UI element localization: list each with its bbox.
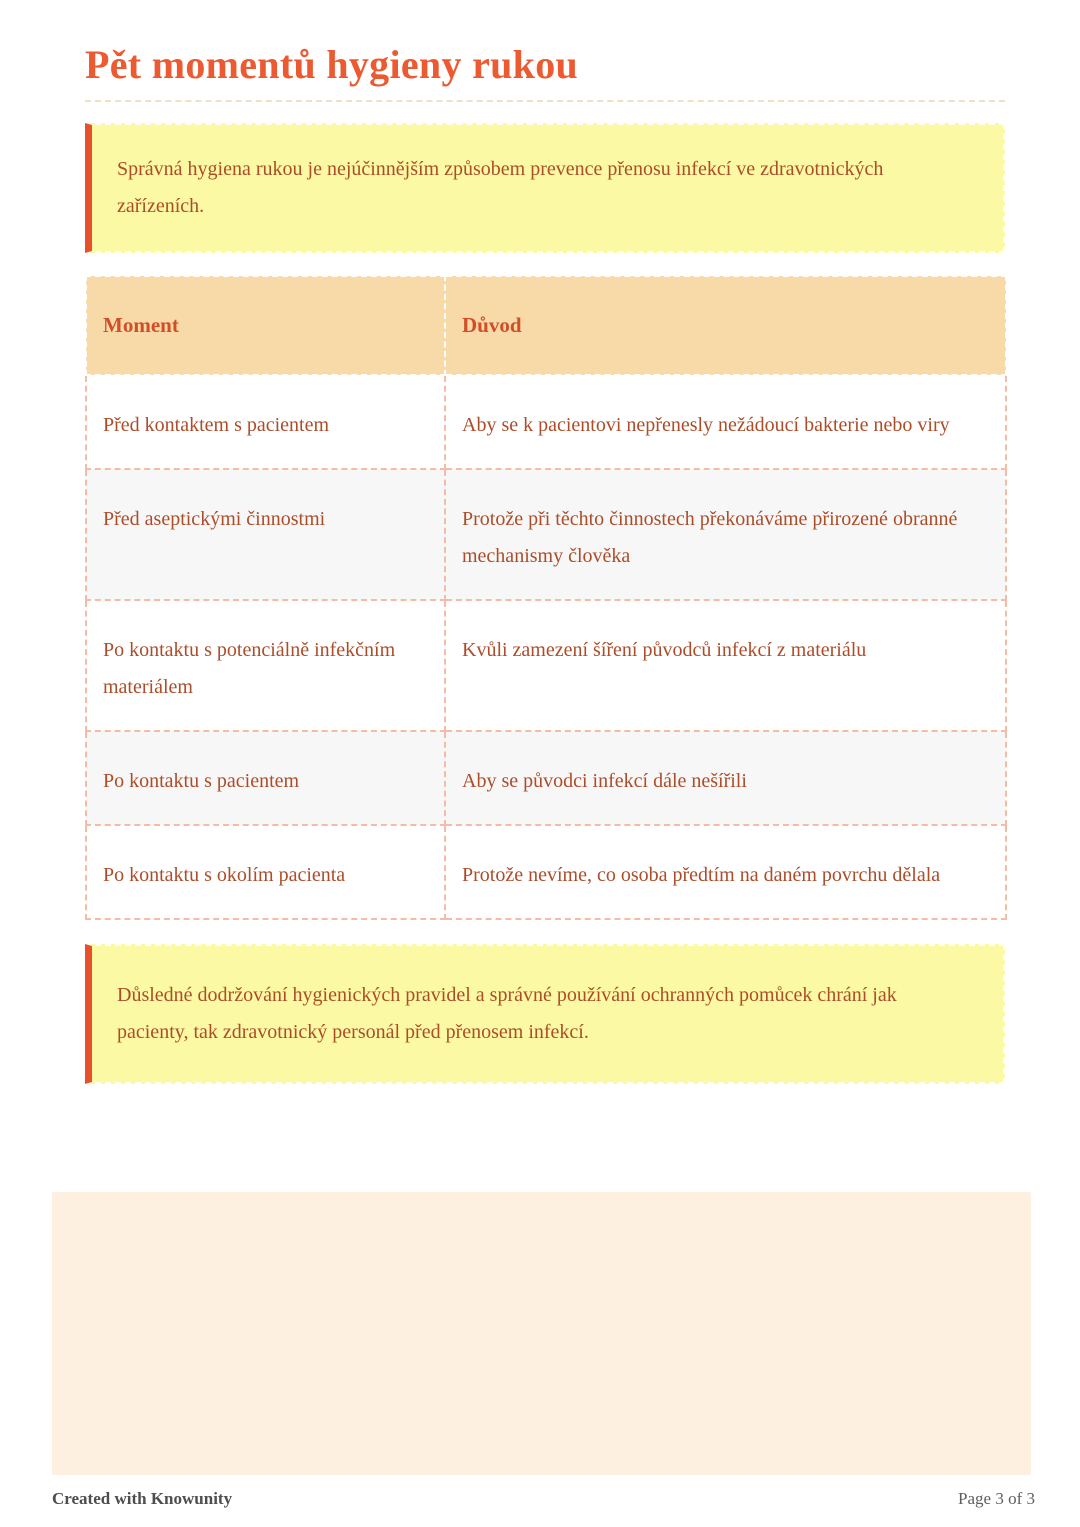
table-row: [86, 469, 1006, 600]
table-row: [86, 731, 1006, 825]
column-header-moment: Moment: [86, 276, 445, 375]
table-row: [86, 600, 1006, 731]
info-callout-bottom-text: Důsledné dodržování hygienických pravidel a správné používání ochranných pomůcek chrání jak pacienty, tak zdravotnický personál před přenosem infekcí.: [117, 984, 897, 1043]
table-header-row: [86, 276, 1006, 375]
moment-cell: Po kontaktu s potenciálně infekčním materiálem: [86, 600, 445, 731]
moment-cell: Před kontaktem s pacientem: [86, 375, 445, 469]
footer-branding: Created with Knowunity: [52, 1489, 233, 1508]
page-content: [85, 44, 1005, 1084]
moment-cell: Po kontaktu s pacientem: [86, 731, 445, 825]
info-callout-bottom: [85, 944, 1005, 1084]
reason-cell: Aby se k pacientovi nepřenesly nežádoucí bakterie nebo viry: [445, 375, 1006, 469]
moment-cell: Po kontaktu s okolím pacienta: [86, 825, 445, 919]
moment-cell: Před aseptickými činnostmi: [86, 469, 445, 600]
reason-cell: Aby se původci infekcí dále nešířili: [445, 731, 1006, 825]
info-callout-top-text: Správná hygiena rukou je nejúčinnějším způsobem prevence přenosu infekcí ve zdravotnických zařízeních.: [117, 158, 884, 217]
table-row: [86, 375, 1006, 469]
hand-hygiene-table: [85, 275, 1007, 920]
reason-cell: Protože při těchto činnostech překonáváme přirozené obranné mechanismy člověka: [445, 469, 1006, 600]
reason-cell: Kvůli zamezení šíření původců infekcí z materiálu: [445, 600, 1006, 731]
column-header-reason: Důvod: [445, 276, 1006, 375]
info-callout-top: [85, 123, 1005, 253]
page-footer: [52, 1489, 1035, 1509]
reason-cell: Protože nevíme, co osoba předtím na daném povrchu dělala: [445, 825, 1006, 919]
table-row: [86, 825, 1006, 919]
page-title: Pět momentů hygieny rukou: [85, 44, 1005, 102]
footer-page-number: Page 3 of 3: [958, 1489, 1035, 1508]
empty-content-placeholder: [52, 1192, 1031, 1475]
